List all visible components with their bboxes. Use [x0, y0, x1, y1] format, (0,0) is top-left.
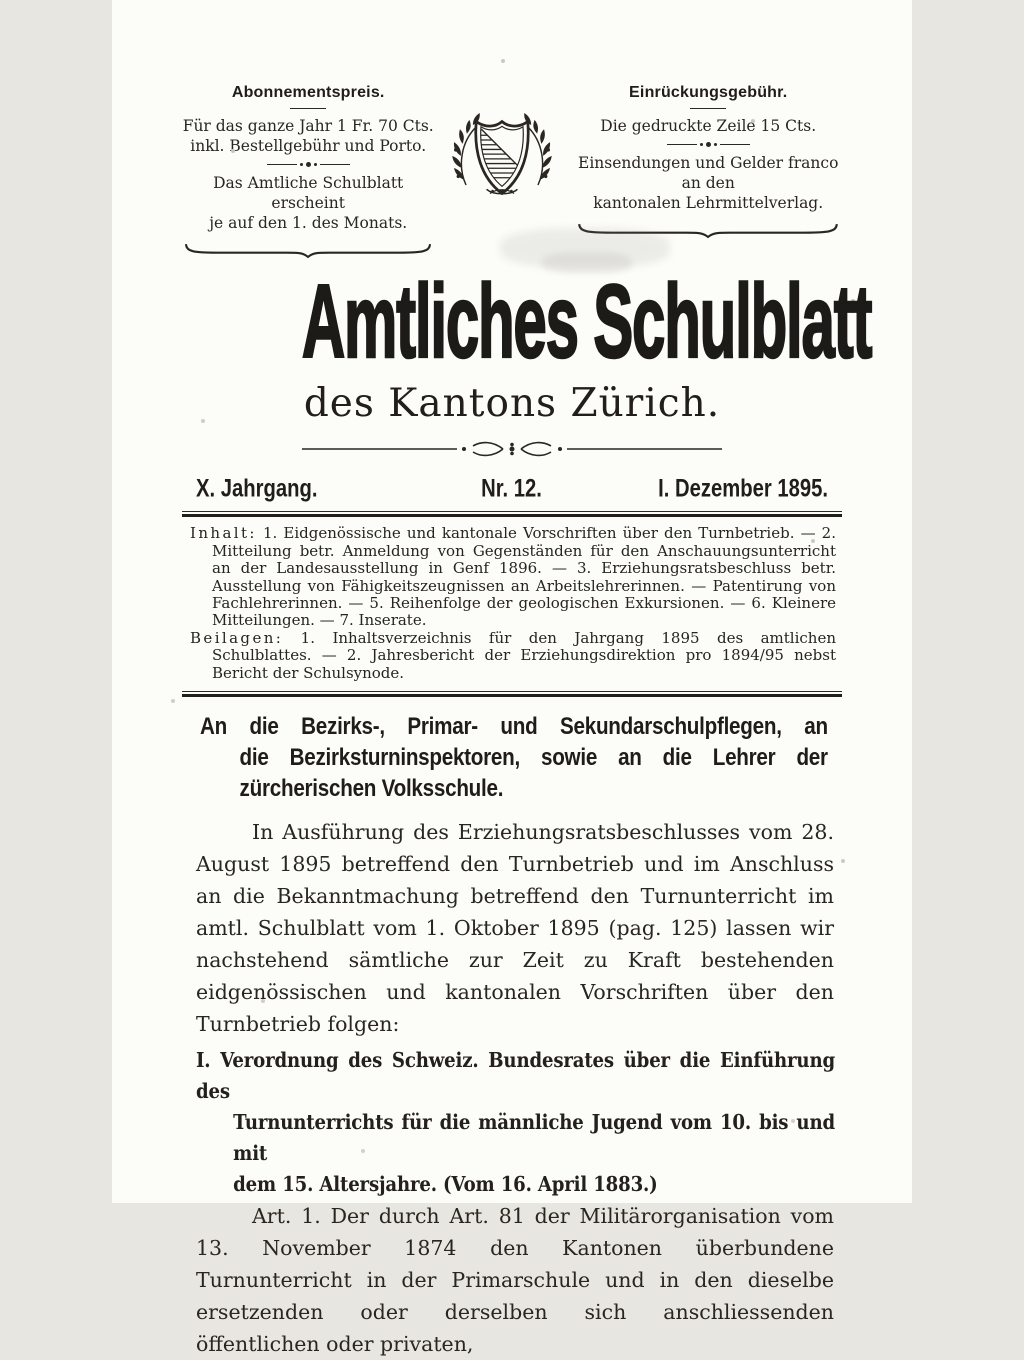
issue-date: I. Dezember 1895.	[658, 473, 829, 502]
insertion-fee-block	[562, 84, 854, 238]
insertion-fee-line: kantonalen Lehrmittelverlag.	[593, 194, 824, 212]
subscription-line: je auf den 1. des Monats.	[209, 214, 408, 232]
subscription-line: Das Amtliche Schulblatt erscheint	[213, 174, 404, 212]
article-paragraph: Art. 1. Der durch Art. 81 der Militärorganisation vom 13. November 1874 den Kantonen überbundene Turnunterricht in der Primarschule und in den dieselbe ersetzenden oder derselben sich anschliessenden öffentlichen oder privaten,	[196, 1204, 834, 1357]
newspaper-front-page	[112, 0, 912, 1357]
double-rule	[182, 691, 842, 697]
insertion-fee-line: Einsendungen und Gelder franco	[578, 154, 839, 172]
insertion-fee-line: an den	[681, 174, 735, 192]
emblem-container	[442, 84, 562, 228]
subscription-title: Abonnementspreis.	[231, 84, 385, 101]
table-of-contents	[190, 525, 836, 682]
subscription-info-block	[174, 84, 442, 258]
section-heading	[196, 1045, 835, 1200]
article-heading-line: zürcherischen Volksschule.	[239, 775, 504, 803]
toc-inhalt-label: Inhalt:	[190, 524, 257, 543]
article-body	[196, 816, 834, 1360]
article-paragraph: In Ausführung des Erziehungsratsbeschlusses vom 28. August 1895 betreffend den Turnbetrieb und im Anschluss an die Bekanntmachung betreffend den Turnunterricht im amtl. Schulblatt vom 1. Oktober 1895 (pag. 125) lassen wir nachstehend sämtliche zur Zeit zu Kraft bestehenden eidgenössischen und kantonalen Vorschriften über den Turnbetrieb folgen:	[196, 820, 834, 1037]
page-subtitle: des Kantons Zürich.	[303, 381, 721, 426]
scroll-ornament-icon	[297, 438, 727, 460]
toc-beilagen	[190, 630, 836, 682]
double-rule	[182, 511, 842, 517]
toc-inhalt	[190, 525, 836, 629]
scan-speckles	[112, 0, 114, 2]
masthead-title-wrap	[112, 263, 912, 381]
section-heading-line: I. Verordnung des Schweiz. Bundesrates über die Einführung des	[196, 1048, 835, 1104]
section-heading-line: Turnunterrichts für die männliche Jugend vom 10. bis und mit	[233, 1110, 835, 1166]
subscription-line: Für das ganze Jahr 1 Fr. 70 Cts.	[182, 117, 434, 135]
subscription-line: inkl. Bestellgebühr und Porto.	[190, 137, 427, 155]
section-heading-line: dem 15. Altersjahre. (Vom 16. April 1883.)	[233, 1172, 658, 1197]
toc-beilagen-text: 1. Inhaltsverzeichnis für den Jahrgang 1895 des amtlichen Schulblattes. — 2. Jahresbericht der Erziehungsdirektion pro 1894/95 nebst Bericht der Schulsynode.	[212, 628, 836, 682]
dot-divider-icon	[174, 162, 442, 167]
zurich-coat-of-arms-icon	[442, 94, 562, 228]
issue-info-row	[196, 475, 828, 502]
underbrace-icon	[182, 242, 434, 258]
insertion-fee-title: Einrückungsgebühr.	[629, 84, 788, 101]
toc-inhalt-text: 1. Eidgenössische und kantonale Vorschriften über den Turnbetrieb. — 2. Mitteilung betr. Anmeldung von Gegenständen für den Anschauungsunterricht an der Landesausstellung in Genf 1896. — 3. Erziehungsratsbeschluss betr. Ausstellung von Fähigkeitszeugnissen an Arbeitslehrerinnen. — Patentirung von Fachlehrerinnen. — 5. Reihenfolge der geologischen Exkursionen. — 6. Kleinere Mitteilungen. — 7. Inserate.	[212, 524, 836, 630]
article-heading-line: die Bezirksturninspektoren, sowie an die Lehrer der	[239, 744, 828, 772]
mini-rule	[290, 108, 326, 109]
page-title: Amtliches Schulblatt	[301, 263, 872, 381]
toc-beilagen-label: Beilagen:	[190, 628, 284, 647]
issue-volume: X. Jahrgang.	[196, 473, 318, 502]
article-heading-line: An die Bezirks-, Primar- und Sekundarschulpflegen, an	[200, 713, 828, 741]
article-heading	[200, 711, 828, 804]
masthead	[112, 0, 912, 258]
issue-number: Nr. 12.	[481, 473, 543, 502]
mini-rule	[690, 108, 726, 109]
insertion-fee-line: Die gedruckte Zeile 15 Cts.	[600, 117, 817, 135]
dot-divider-icon	[562, 142, 854, 147]
